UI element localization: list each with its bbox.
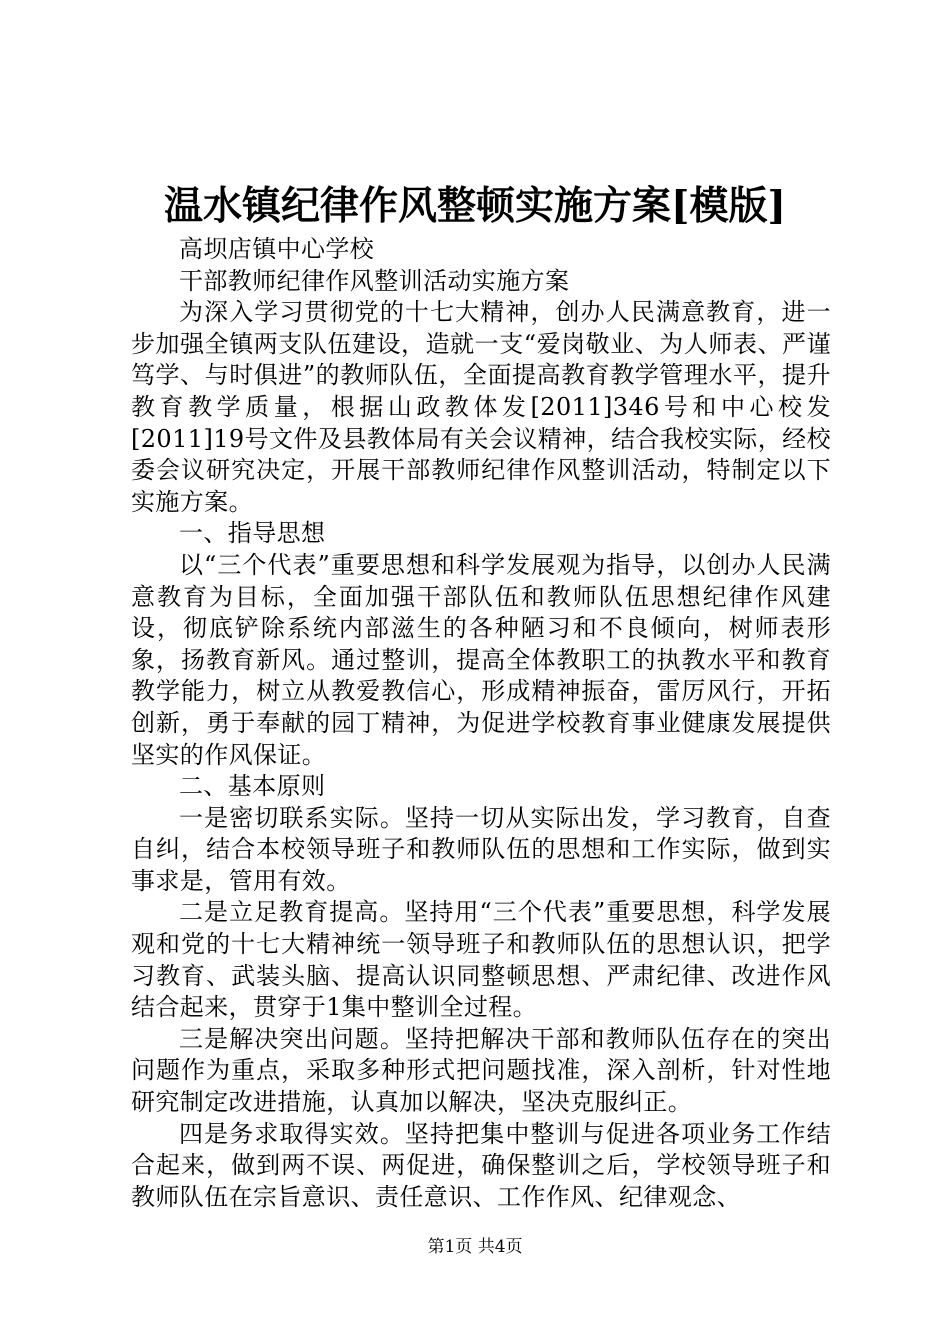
section-heading-guiding-ideology: 一、指导思想 <box>179 519 326 548</box>
principle-one-paragraph: 一是密切联系实际。坚持一切从实际出发，学习教育，自查自纠，结合本校领导班子和教师队伍的思想和工作实际，做到实事求是，管用有效。 <box>131 803 831 895</box>
intro-paragraph: 为深入学习贯彻党的十七大精神，创办人民满意教育，进一步加强全镇两支队伍建设，造就一支“爱岗敬业、为人师表、严谨笃学、与时俱进”的教师队伍，全面提高教育教学管理水平，提升教育教学质量，根据山政教体发[2011]346号和中心校发[2011]19号文件及县教体局有关会议精神，结合我校实际，经校委会议研究决定，开展干部教师纪律作风整训活动，特制定以下实施方案。 <box>131 298 831 516</box>
page-number-footer: 第1页 共4页 <box>427 1237 523 1257</box>
section-heading-basic-principles: 二、基本原则 <box>179 772 326 801</box>
principle-four-paragraph: 四是务求取得实效。坚持把集中整训与促进各项业务工作结合起来，做到两不误、两促进，确保整训之后，学校领导班子和教师队伍在宗旨意识、责任意识、工作作风、纪律观念、 <box>131 1119 831 1211</box>
document-body <box>131 234 831 1213</box>
guiding-ideology-paragraph: 以“三个代表”重要思想和科学发展观为指导，以创办人民满意教育为目标，全面加强干部队伍和教师队伍思想纪律作风建设，彻底铲除系统内部滋生的各种陋习和不良倾向，树师表形象，扬教育新风。通过整训，提高全体教职工的执教水平和教育教学能力，树立从教爱教信心，形成精神振奋，雷厉风行，开拓创新，勇于奉献的园丁精神，为促进学校教育事业健康发展提供坚实的作风保证。 <box>131 550 831 769</box>
principle-two-paragraph: 二是立足教育提高。坚持用“三个代表”重要思想，科学发展观和党的十七大精神统一领导班子和教师队伍的思想认识，把学习教育、武装头脑、提高认识同整顿思想、严肃纪律、改进作风结合起来，贯穿于1集中整训全过程。 <box>131 898 831 1022</box>
document-title: 温水镇纪律作风整顿实施方案[模版] <box>164 183 786 229</box>
school-name: 高坝店镇中心学校 <box>179 235 375 263</box>
principle-three-paragraph: 三是解决突出问题。坚持把解决干部和教师队伍存在的突出问题作为重点，采取多种形式把问题找准，深入剖析，针对性地研究制定改进措施，认真加以解决，坚决克服纠正。 <box>131 1024 831 1117</box>
plan-subtitle: 干部教师纪律作风整训活动实施方案 <box>179 266 570 295</box>
